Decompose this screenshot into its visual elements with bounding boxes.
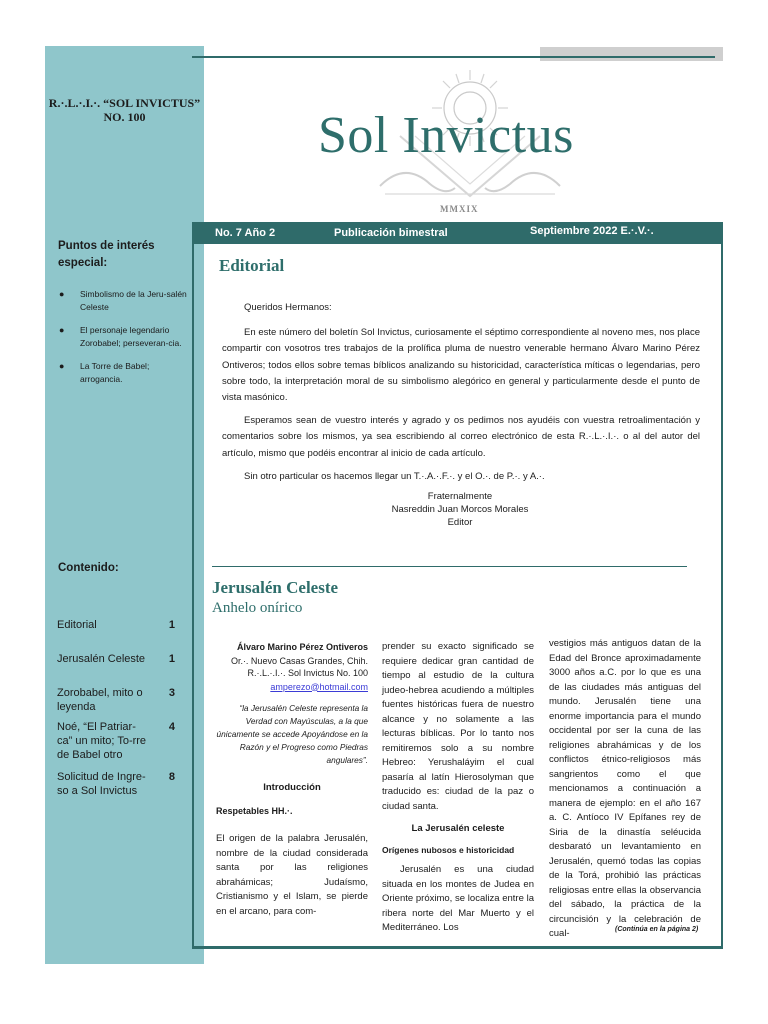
article-title: Jerusalén Celeste (212, 578, 339, 597)
masthead-title: Sol Invictus (318, 107, 574, 164)
author-email-link[interactable]: amperezo@hotmail.com (270, 681, 368, 692)
publication-type: Publicación bimestral (334, 227, 448, 239)
author-affiliation: Or.·. Nuevo Casas Grandes, Chih. (230, 655, 368, 666)
list-item (45, 360, 204, 385)
section-heading: La Jerusalén celeste (411, 823, 505, 834)
editorial-signoff (360, 490, 560, 529)
point-text: La Torre de Babel; arrogancia. (80, 361, 150, 384)
article-text: Jerusalén es una ciudad situada en los montes de Judea en Oriente próximo, se localiza entre la ribera norte del Mar Muerto y el Mediterráneo. Los (382, 864, 534, 933)
toc-page: 8 (168, 771, 175, 783)
issue-info-bar (192, 222, 723, 244)
toc-label: Jerusalén Celeste (57, 653, 146, 665)
editorial-greeting: Queridos Hermanos: (244, 302, 332, 313)
toc-item-zorobabel[interactable] (57, 686, 197, 714)
bullet-icon: ● (59, 289, 65, 299)
header-rule (192, 56, 715, 58)
toc-item-noe[interactable] (57, 720, 197, 762)
toc-label: Editorial (57, 619, 97, 631)
article-column-1 (216, 640, 368, 919)
toc-page: 1 (168, 619, 175, 631)
section-divider (212, 566, 687, 567)
toc-page: 4 (168, 721, 175, 733)
bullet-icon: ● (59, 325, 65, 335)
points-list (45, 288, 204, 396)
editorial-paragraph: Esperamos sean de vuestro interés y agrado y os pedimos nos ayudéis con vuestra retroalimentación y comentarios sobre los mismos, ya sea escribiendo al correo electrónico de esta R.·.L.·.I.·. o al del autor del artículo, mismo que podéis encontrar al inicio de cada artículo. (222, 415, 700, 459)
intro-heading: Introducción (263, 782, 321, 793)
toc-item-jerusalen[interactable] (57, 652, 197, 666)
toc-label: Noé, “El Patriar-ca” un mito; To-rre de Babel otro (57, 721, 147, 761)
issue-number: No. 7 Año 2 (215, 227, 276, 239)
list-item (45, 324, 204, 349)
signoff-role: Editor (447, 517, 473, 528)
article-subtitle: Anhelo onírico (212, 600, 303, 616)
editorial-paragraph: Sin otro particular os hacemos llegar un T.·.A.·.F.·. y el O.·. de P.·. y A.·. (244, 470, 545, 482)
list-item (45, 288, 204, 313)
point-text: El personaje legendario Zorobabel; perseveran-cia. (80, 325, 182, 348)
sidebar (45, 46, 204, 964)
table-of-contents (57, 618, 197, 798)
article-epigraph: “la Jerusalén Celeste representa la Verdad con Mayúsculas, a la que únicamente se accede Apoyándose en la Razón y el Progreso como Piedras angulares”. (216, 703, 368, 765)
toc-page: 1 (168, 653, 175, 665)
signoff-line: Fraternalmente (427, 491, 493, 502)
toc-label: Solicitud de Ingre-so a Sol Invictus (57, 771, 146, 797)
header-gray-bar (540, 47, 723, 61)
editorial-heading: Editorial (219, 256, 285, 275)
toc-item-editorial[interactable] (57, 618, 197, 632)
toc-label: Zorobabel, mito o leyenda (57, 687, 143, 713)
article-column-2 (382, 640, 534, 936)
points-title: Puntos de interés especial: (58, 240, 155, 269)
editorial-body (222, 300, 700, 492)
bullet-icon: ● (59, 361, 65, 371)
continue-note: (Continúa en la página 2) (615, 926, 699, 933)
article-text: prender su exacto significado se requiere dedicar gran cantidad de tiempo al estudio de la cultura judeo-hebrea acudiendo a múltiples fuentes históricas fuera de nuestro alcance y no solamente a las lecturas bíblicas. Por lo tanto nos remitiremos solo a su nombre Hebreo: Yerushaláyim el cual pasaría al latín Hierosolyman que traducido es: ciudad de la paz o ciudad santa. (382, 641, 534, 812)
editorial-paragraph: En este número del boletín Sol Invictus, curiosamente el séptimo correspondiente al noveno mes, nos place compartir con vosotros tres trabajos de la prolífica pluma de nuestro venerable hermano Álvaro Marino Pérez Ontiveros; todos ellos sobre temas bíblicos analizando su historicidad, característica míticas o legendarias, pero sobre todo, la interpretación moral de su simbolismo alegórico en general y particularmente desde el punto de vista masónico. (222, 327, 700, 404)
salutation: Respetables HH.·. (216, 805, 293, 816)
article-text: vestigios más antiguos datan de la Edad del Bronce aproximadamente 3000 años a.C. por lo que es una de las ciudades más antiguas del mundo. Jerusalén tiene una enorme importancia para el mundo occidental por ser la cuna de las religiones abrahámicas y de los conflictos étnico-religiosos más sangrientos como el que mencionamos a continuación a manera de ejemplo: en el año 167 a. C. Antíoco IV Epífanes rey de Siria de la dinastía seléucida desbarató un levantamiento en Jerusalén, quemó todas las copias de la Torá, prohibió las prácticas religiosas entre ellas la observancia del sábado, la práctica de la circuncisión y la celebración de cual- (549, 638, 701, 939)
toc-page: 3 (168, 687, 175, 699)
toc-item-solicitud[interactable] (57, 770, 197, 798)
section-subheading: Orígenes nubosos e historicidad (382, 844, 515, 855)
article-text: El origen de la palabra Jerusalén, nombre de la ciudad considerada santa por las religiones abrahámicas; Judaísmo, Cristianismo y el Islam, se pierde en el arcano, para com- (216, 833, 368, 917)
article-author: Álvaro Marino Pérez Ontiveros (236, 642, 368, 652)
article-column-3 (549, 637, 701, 942)
issue-date: Septiembre 2022 E.·.V.·. (530, 225, 654, 237)
contents-title: Contenido: (58, 562, 119, 574)
lodge-name: R.·.L.·.I.·. “SOL INVICTUS” NO. 100 (48, 96, 201, 124)
masthead-year: MMXIX (440, 204, 479, 214)
signoff-name: Nasreddin Juan Morcos Morales (391, 504, 529, 515)
point-text: Simbolismo de la Jeru-salén Celeste (80, 289, 187, 312)
author-lodge: R.·.L.·.I.·. Sol Invictus No. 100 (247, 668, 368, 678)
